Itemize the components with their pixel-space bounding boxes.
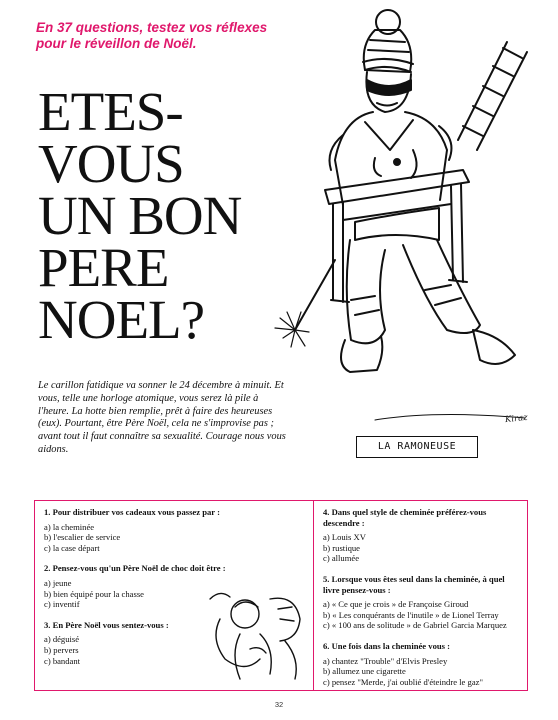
answer-option: a) « Ce que je crois » de Françoise Giroud: [323, 599, 469, 610]
page-number: 32: [274, 700, 284, 709]
answer-option: b) « Les conquérants de l'inutile » de Lionel Terray: [323, 609, 499, 620]
kicker-line-1: En 37 questions, testez vos réflexes: [36, 20, 268, 35]
quiz-right-column: [323, 507, 523, 697]
quiz-column-divider: [313, 501, 314, 690]
question-1: [44, 507, 306, 553]
answer-option: c) bandant: [44, 655, 81, 666]
answer-option: c) inventif: [44, 599, 80, 610]
answer-option: c) la case départ: [44, 542, 100, 553]
illustration-caption: LA RAMONEUSE: [356, 436, 478, 458]
question-title: 2. Pensez-vous qu'un Père Noël de choc doit être :: [44, 563, 226, 574]
headline-line: ETES-: [38, 81, 183, 142]
intro-paragraph: Le carillon fatidique va sonner le 24 décembre à minuit. Et vous, telle une horloge atomique, vous serez là pile à l'heure. La hotte bien remplie, prêt à faire des heureuses (eux). Pourtant, être Père Noël, cela ne s'improvise pas ; avant tout il faut connaître sa sexualité. Courage nous vous aidons.: [38, 380, 286, 455]
answer-option: a) chantez "Trouble" d'Elvis Presley: [323, 655, 448, 666]
answer-option: a) déguisé: [44, 634, 80, 645]
question-title: 4. Dans quel style de cheminée préférez-vous descendre :: [323, 507, 487, 528]
torso-drawing: [330, 112, 452, 205]
question-title: 1. Pour distribuer vos cadeaux vous passez par :: [44, 507, 220, 517]
quiz-box: [34, 500, 528, 691]
legs-drawing: [341, 240, 515, 372]
kicker-line-2: pour le réveillon de Noël.: [36, 36, 197, 51]
chimney-brush-drawing: [275, 260, 335, 347]
headline-line: PERE: [38, 237, 169, 298]
headline-line: NOEL?: [38, 289, 205, 350]
artist-signature: Kiraz: [504, 412, 529, 426]
answer-option: b) allumez une cigarette: [323, 666, 406, 677]
answer-option: b) l'escalier de service: [44, 532, 121, 543]
answer-option: b) rustique: [323, 542, 360, 553]
answer-option: a) la cheminée: [44, 521, 95, 532]
answer-option: b) bien équipé pour la chasse: [44, 588, 144, 599]
question-title: 3. En Père Noël vous sentez-vous :: [44, 619, 169, 630]
masked-face-drawing: [366, 72, 411, 112]
question-5: [323, 574, 523, 631]
question-4: [323, 507, 523, 564]
headline-line: UN BON: [38, 185, 242, 246]
pompom-hat-drawing: [363, 10, 413, 72]
headline-line: VOUS: [38, 133, 184, 194]
answer-option: a) jeune: [44, 577, 72, 588]
answer-option: a) Louis XV: [323, 532, 366, 543]
answer-option: c) « 100 ans de solitude » de Gabriel Garcia Marquez: [323, 620, 507, 631]
answer-option: c) allumée: [323, 553, 360, 564]
santa-sketch-illustration: [200, 579, 312, 689]
answer-option: b) pervers: [44, 644, 79, 655]
ladder-drawing: [458, 42, 527, 150]
question-title: 5. Lorsque vous êtes seul dans la cheminée, à quel livre pensez-vous :: [323, 573, 505, 595]
question-title: 6. Une fois dans la cheminée vous :: [323, 640, 451, 651]
answer-option: c) pensez "Merde, j'ai oublié d'éteindre le gaz": [323, 676, 483, 687]
question-6: [323, 641, 523, 687]
